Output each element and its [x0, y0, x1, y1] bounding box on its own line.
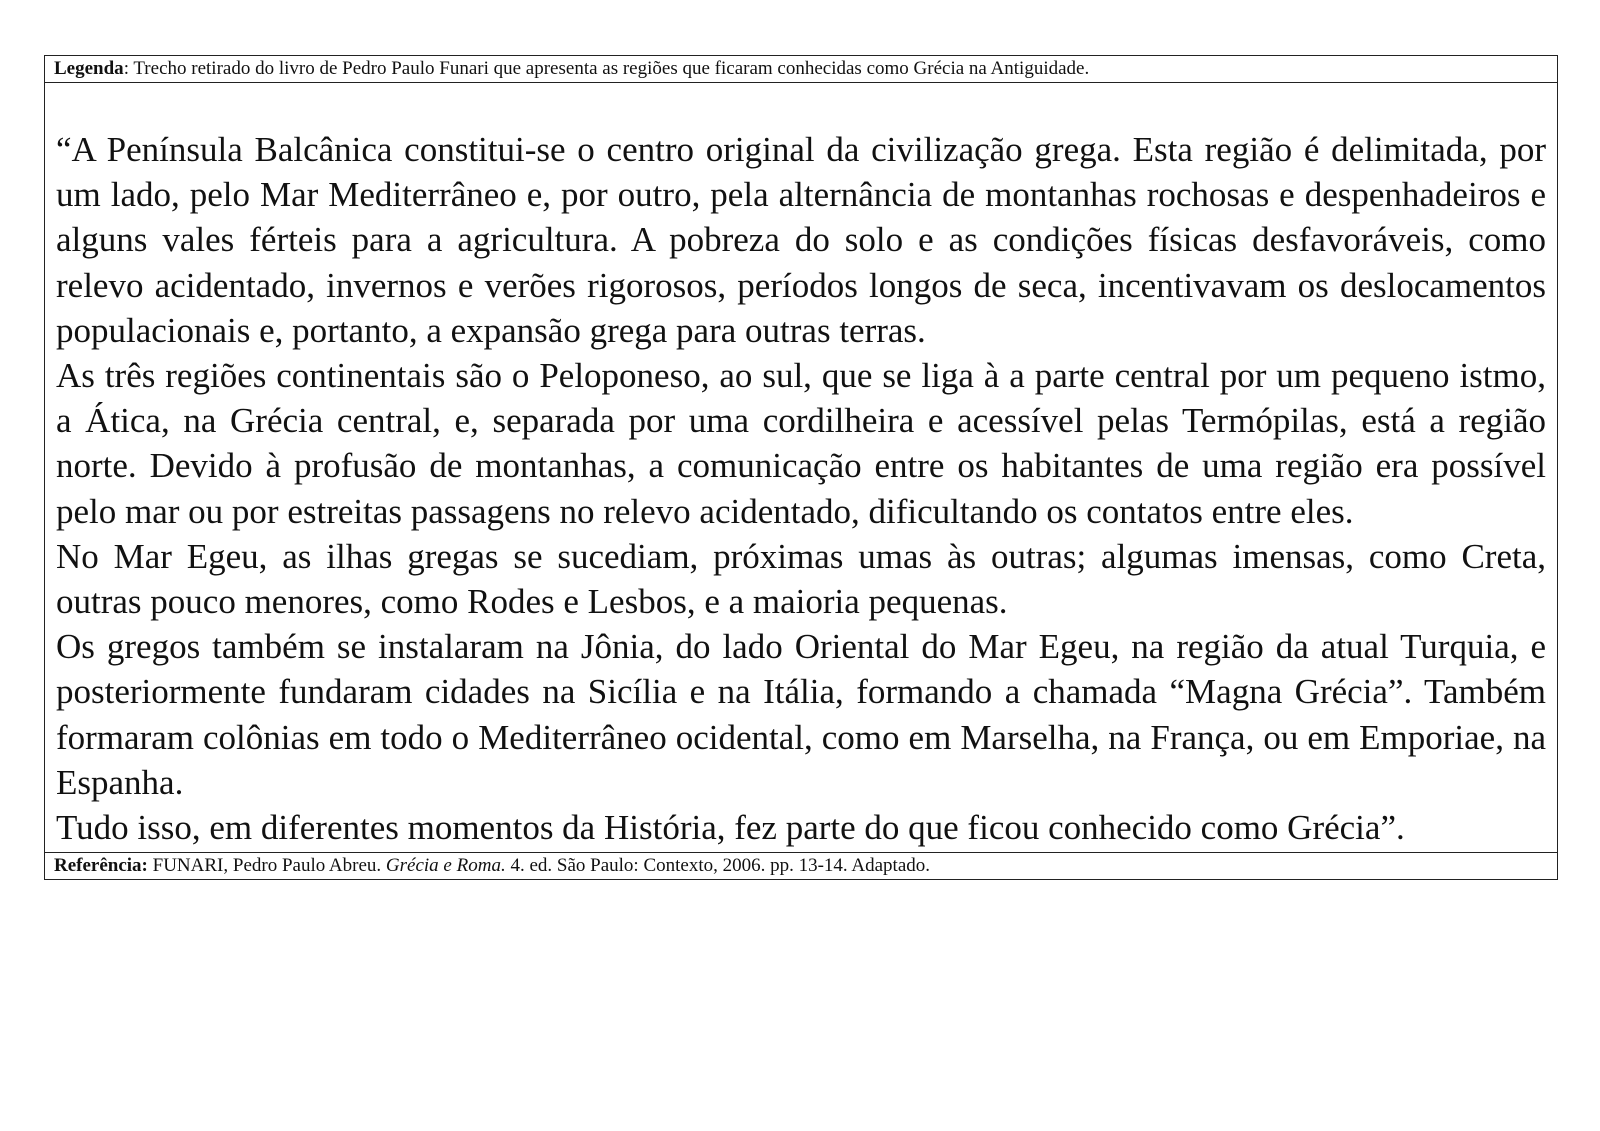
- caption-label: Legenda: [54, 58, 124, 79]
- reference-book-title: Grécia e Roma.: [385, 855, 506, 877]
- quote-paragraph-4: Os gregos também se instalaram na Jônia, do lado Oriental do Mar Egeu, na região da atual Turquia, e posteriormente fundaram cidades na Sicília e na Itália, formando a chamada “Magna Grécia”. Também formaram colônias em todo o Mediterrâneo ocidental, como em Marselha, na França, ou em Emporiae, na Espanha.: [56, 627, 1546, 802]
- caption-text: : Trecho retirado do livro de Pedro Paulo Funari que apresenta as regiões que ficaram conhecidas como Grécia na Antiguidade.: [123, 58, 1090, 79]
- reference-label: Referência:: [54, 855, 148, 877]
- quote-paragraph-5: Tudo isso, em diferentes momentos da História, fez parte do que ficou conhecido como Grécia”.: [56, 808, 1405, 848]
- excerpt-box: [44, 55, 1558, 880]
- reference-author: FUNARI, Pedro Paulo Abreu.: [147, 855, 386, 877]
- quote-body: [45, 83, 1557, 852]
- reference-details: 4. ed. São Paulo: Contexto, 2006. pp. 13-14. Adaptado.: [505, 855, 931, 877]
- caption-row: [45, 56, 1557, 83]
- quote-paragraph-3: No Mar Egeu, as ilhas gregas se sucediam, próximas umas às outras; algumas imensas, como Creta, outras pouco menores, como Rodes e Lesbos, e a maioria pequenas.: [56, 536, 1546, 622]
- quote-paragraph-2: As três regiões continentais são o Peloponeso, ao sul, que se liga à a parte central por um pequeno istmo, a Ática, na Grécia central, e, separada por uma cordilheira e acessível pelas Termópilas, está a região norte. Devido à profusão de montanhas, a comunicação entre os habitantes de uma região era possível pelo mar ou por estreitas passagens no relevo acidentado, dificultando os contatos entre eles.: [56, 356, 1546, 531]
- reference-row: [45, 852, 1557, 879]
- quote-paragraph-1: “A Península Balcânica constitui-se o centro original da civilização grega. Esta região é delimitada, por um lado, pelo Mar Mediterrâneo e, por outro, pela alternância de montanhas rochosas e despenhadeiros e alguns vales férteis para a agricultura. A pobreza do solo e as condições físicas desfavoráveis, como relevo acidentado, invernos e verões rigorosos, períodos longos de seca, incentivavam os deslocamentos populacionais e, portanto, a expansão grega para outras terras.: [56, 130, 1546, 350]
